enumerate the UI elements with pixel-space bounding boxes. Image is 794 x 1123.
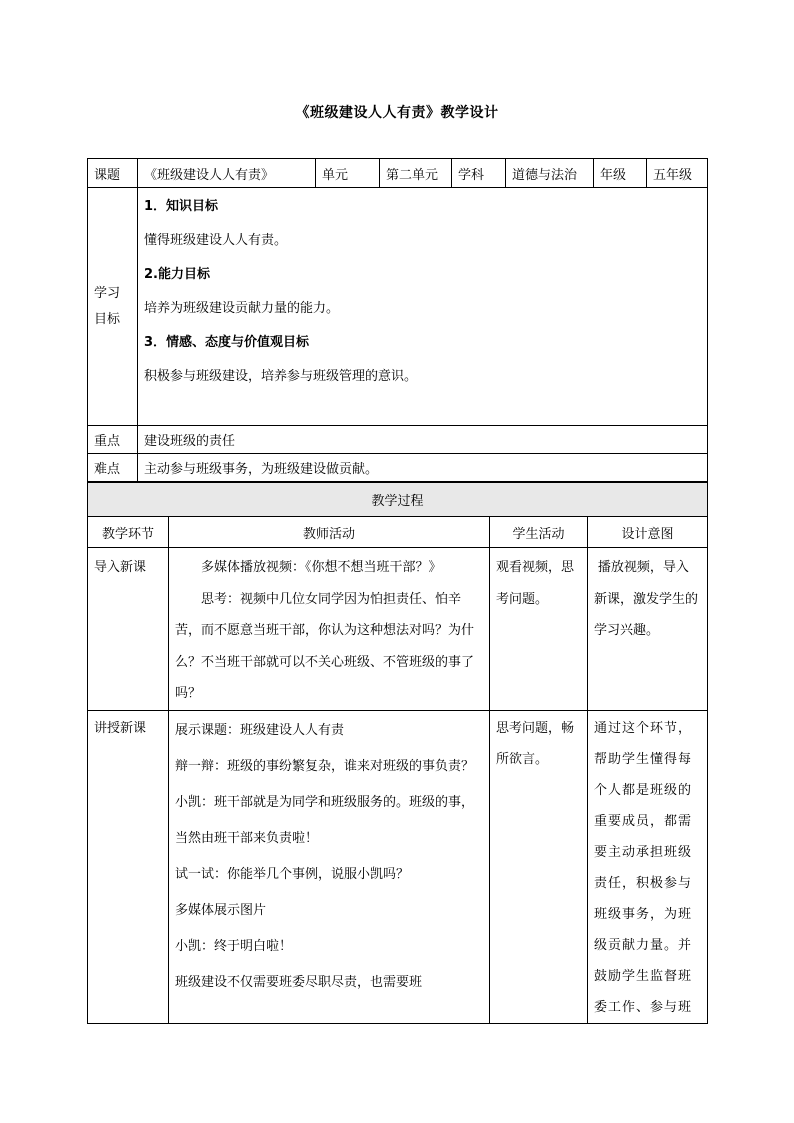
document-title: 《班级建设人人有责》教学设计: [295, 105, 499, 121]
lecture-teacher-line: 小凯：终于明白啦！: [175, 938, 293, 954]
lecture-teacher: [169, 710, 490, 1023]
topic-value: 《班级建设人人有责》: [138, 159, 316, 188]
lecture-row: [88, 710, 708, 1023]
lecture-teacher-line: 多媒体展示图片: [175, 902, 267, 918]
intro-teacher: [169, 548, 490, 711]
col-header-stage: 教学环节: [88, 517, 169, 548]
key-point-row: [88, 426, 708, 454]
objectives-label: [88, 188, 138, 426]
intro-intent: 播放视频，导入新课，激发学生的学习兴趣。: [588, 548, 708, 711]
col-header-student: 学生活动: [490, 517, 588, 548]
intro-teacher-p2: 思考：视频中几位女同学因为怕担责任、怕辛苦，而不愿意当班干部，你认为这种想法对吗？为什么？不当班干部就可以不关心班级、不管班级的事了吗？: [175, 591, 475, 701]
objective-text-values: 积极参与班级建设，培养参与班级管理的意识。: [144, 369, 418, 384]
subject-label: 学科: [452, 159, 506, 188]
subject-value: 道德与法治: [506, 159, 594, 188]
unit-label: 单元: [316, 159, 380, 188]
intro-row: [88, 548, 708, 711]
col-header-teacher: 教师活动: [169, 517, 490, 548]
header-row: [88, 159, 708, 188]
lecture-stage: 讲授新课: [88, 710, 169, 1023]
grade-value: 五年级: [647, 159, 708, 188]
lecture-teacher-line: 小凯：班干部就是为同学和班级服务的。班级的事，当然由班干部来负责啦！: [175, 794, 475, 846]
lecture-intent: 通过这个环节，帮助学生懂得每个人都是班级的重要成员，都需要主动承担班级责任，积极参与班级事务，为班级贡献力量。并鼓励学生监督班委工作、参与班: [588, 710, 708, 1023]
difficulty-label: 难点: [88, 454, 138, 482]
process-title: 教学过程: [88, 483, 708, 517]
intro-teacher-p1: 多媒体播放视频：《你想不想当班干部？》: [201, 560, 442, 575]
lecture-teacher-line: 辩一辩：班级的事纷繁复杂，谁来对班级的事负责？: [175, 758, 475, 774]
topic-label: 课题: [88, 159, 138, 188]
key-point-label: 重点: [88, 426, 138, 454]
intro-student: 观看视频，思考问题。: [490, 548, 588, 711]
intro-stage: 导入新课: [88, 548, 169, 711]
process-title-row: [88, 483, 708, 517]
objective-text-ability: 培养为班级建设贡献力量的能力。: [144, 301, 340, 316]
key-point-value: 建设班级的责任: [138, 426, 708, 454]
process-header-row: [88, 517, 708, 548]
objectives-label-line2: 目标: [94, 311, 121, 327]
objectives-row: [88, 188, 708, 426]
objectives-label-line1: 学习: [94, 285, 121, 301]
objective-heading-knowledge: 1．知识目标: [144, 199, 219, 214]
lecture-teacher-line: 展示课题：班级建设人人有责: [175, 722, 345, 738]
grade-label: 年级: [594, 159, 647, 188]
col-header-intent: 设计意图: [588, 517, 708, 548]
lesson-info-table: [87, 158, 708, 482]
objective-text-knowledge: 懂得班级建设人人有责。: [144, 233, 288, 248]
objective-heading-ability: 2.能力目标: [144, 267, 210, 282]
difficulty-row: [88, 454, 708, 482]
lecture-teacher-line: 试一试：你能举几个事例，说服小凯吗？: [175, 866, 410, 882]
lecture-teacher-line: 班级建设不仅需要班委尽职尽责，也需要班: [175, 974, 423, 990]
lecture-student: 思考问题，畅所欲言。: [490, 710, 588, 1023]
objective-heading-values: 3．情感、态度与价值观目标: [144, 335, 310, 350]
difficulty-value: 主动参与班级事务，为班级建设做贡献。: [138, 454, 708, 482]
unit-value: 第二单元: [380, 159, 452, 188]
teaching-process-table: [87, 482, 708, 1024]
objectives-content: [138, 188, 708, 426]
